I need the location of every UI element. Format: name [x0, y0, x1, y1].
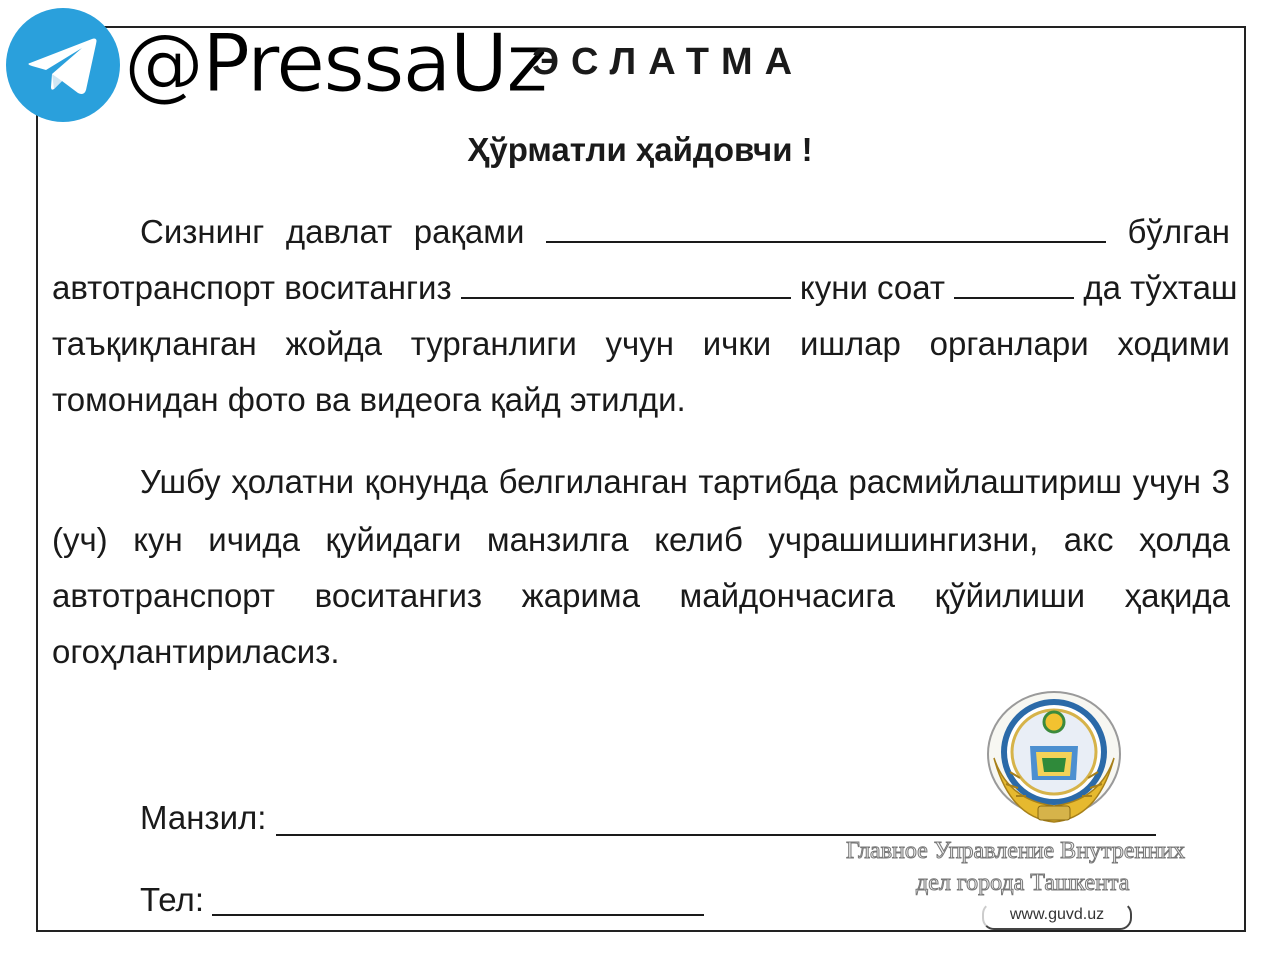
watermark-handle: @PressaUz: [124, 17, 547, 110]
address-label: Манзил:: [140, 799, 267, 836]
p1-line4: томонидан фото ва видеога қайд этилди.: [52, 381, 686, 418]
p1-line3: таъқиқланган жойда турганлиги учун ички ишлар органлари ходими: [52, 325, 1230, 362]
salutation: Ҳўрматли ҳайдовчи !: [467, 131, 813, 168]
police-emblem-icon: [980, 688, 1128, 836]
date-blank[interactable]: [461, 269, 791, 299]
plate-number-blank[interactable]: [546, 213, 1106, 243]
p1-line1: [140, 210, 1230, 254]
p2-line4: огоҳлантириласиз.: [52, 633, 340, 670]
website-pill[interactable]: www.guvd.uz: [982, 902, 1132, 930]
telegram-icon: [6, 8, 120, 122]
phone-label: Тел:: [140, 881, 204, 918]
time-blank[interactable]: [954, 269, 1074, 299]
p1-line1-tail: бўлган: [1127, 213, 1231, 250]
p1-line2-mid: куни соат: [799, 269, 946, 306]
p1-line2-tail: да тўхташ: [1083, 269, 1238, 306]
p1-line1-text: Сизнинг давлат рақами: [140, 213, 525, 250]
p1-line2: [52, 266, 1238, 310]
page-title: ЭСЛАТМА: [532, 41, 805, 83]
p2-line2: (уч) кун ичида қуйидаги манзилга келиб учрашишингизни, акс ҳолда: [52, 521, 1230, 558]
org-name-line1: Главное Управление Внутренних: [846, 838, 1185, 864]
p2-line1: Ушбу ҳолатни қонунда белгиланган тартибда расмийлаштириш учун 3: [140, 463, 1230, 500]
phone-field[interactable]: [212, 914, 704, 916]
p2-line3: автотранспорт воситангиз жарима майдончасига қўйилиши ҳақида: [52, 577, 1230, 614]
p1-line2-text: автотранспорт воситангиз: [52, 269, 452, 306]
org-name-line2: дел города Ташкента: [916, 870, 1130, 896]
